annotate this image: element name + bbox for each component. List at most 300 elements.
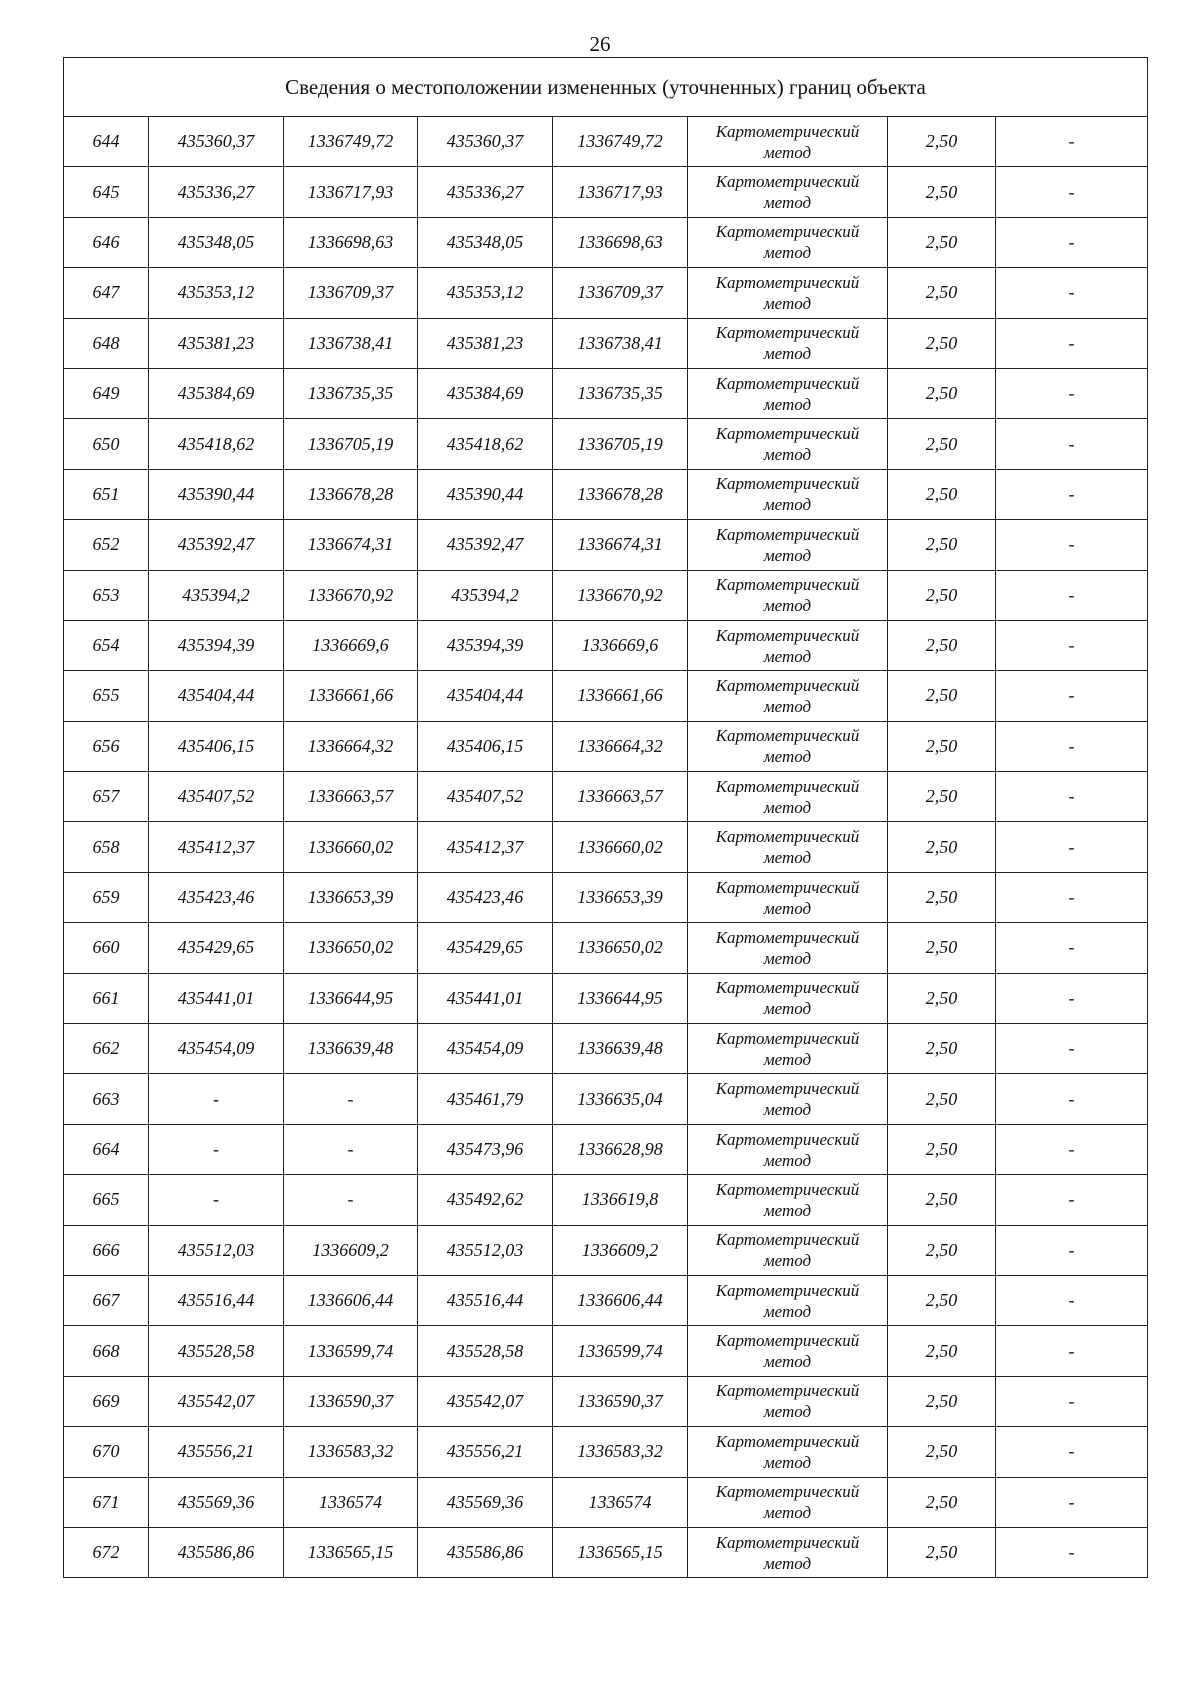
note-cell: -	[996, 419, 1148, 469]
existing-x-cell: 435360,37	[149, 117, 284, 167]
point-number-cell: 646	[64, 217, 149, 267]
note-cell: -	[996, 1527, 1148, 1577]
refined-x-cell: 435381,23	[418, 318, 553, 368]
point-number-cell: 669	[64, 1376, 149, 1426]
method-cell	[688, 1225, 888, 1275]
method-line-1: Картометрический	[715, 1230, 860, 1250]
method-cell	[688, 1326, 888, 1376]
note-cell: -	[996, 1225, 1148, 1275]
refined-x-cell: 435360,37	[418, 117, 553, 167]
existing-x-cell: -	[149, 1175, 284, 1225]
note-cell: -	[996, 973, 1148, 1023]
existing-y-cell: 1336583,32	[284, 1427, 418, 1477]
refined-x-cell: 435392,47	[418, 520, 553, 570]
table-row	[64, 1225, 1148, 1275]
table-row	[64, 1477, 1148, 1527]
accuracy-cell: 2,50	[888, 167, 996, 217]
accuracy-cell: 2,50	[888, 217, 996, 267]
table-row	[64, 318, 1148, 368]
refined-y-cell: 1336698,63	[553, 217, 688, 267]
refined-y-cell: 1336639,48	[553, 1024, 688, 1074]
method-cell	[688, 268, 888, 318]
existing-y-cell: 1336565,15	[284, 1527, 418, 1577]
point-number-cell: 664	[64, 1124, 149, 1174]
point-number-cell: 671	[64, 1477, 149, 1527]
refined-y-cell: 1336599,74	[553, 1326, 688, 1376]
existing-y-cell: 1336664,32	[284, 721, 418, 771]
point-number-cell: 663	[64, 1074, 149, 1124]
note-cell: -	[996, 469, 1148, 519]
existing-x-cell: 435586,86	[149, 1527, 284, 1577]
existing-y-cell: -	[284, 1124, 418, 1174]
method-line-1: Картометрический	[715, 978, 860, 998]
point-number-cell: 665	[64, 1175, 149, 1225]
method-line-1: Картометрический	[715, 1431, 860, 1451]
table-row	[64, 469, 1148, 519]
note-cell: -	[996, 318, 1148, 368]
refined-y-cell: 1336609,2	[553, 1225, 688, 1275]
method-line-1: Картометрический	[715, 625, 860, 645]
note-cell: -	[996, 620, 1148, 670]
table-row	[64, 570, 1148, 620]
note-cell: -	[996, 1124, 1148, 1174]
method-line-2: метод	[763, 495, 812, 515]
refined-y-cell: 1336590,37	[553, 1376, 688, 1426]
point-number-cell: 658	[64, 822, 149, 872]
table-row	[64, 520, 1148, 570]
method-cell	[688, 1175, 888, 1225]
method-cell	[688, 620, 888, 670]
method-cell	[688, 117, 888, 167]
table-row	[64, 822, 1148, 872]
refined-x-cell: 435528,58	[418, 1326, 553, 1376]
refined-y-cell: 1336674,31	[553, 520, 688, 570]
method-line-2: метод	[763, 1251, 812, 1271]
method-line-2: метод	[763, 1150, 812, 1170]
accuracy-cell: 2,50	[888, 872, 996, 922]
existing-y-cell: 1336650,02	[284, 923, 418, 973]
point-number-cell: 655	[64, 671, 149, 721]
existing-y-cell: 1336698,63	[284, 217, 418, 267]
method-line-1: Картометрический	[715, 1331, 860, 1351]
accuracy-cell: 2,50	[888, 1477, 996, 1527]
existing-y-cell: 1336660,02	[284, 822, 418, 872]
refined-x-cell: 435394,2	[418, 570, 553, 620]
note-cell: -	[996, 1074, 1148, 1124]
method-line-2: метод	[763, 1049, 812, 1069]
method-line-1: Картометрический	[715, 776, 860, 796]
method-line-1: Картометрический	[715, 272, 860, 292]
refined-x-cell: 435394,39	[418, 620, 553, 670]
method-line-1: Картометрический	[715, 1532, 860, 1552]
existing-x-cell: 435394,39	[149, 620, 284, 670]
existing-x-cell: 435512,03	[149, 1225, 284, 1275]
method-line-1: Картометрический	[715, 675, 860, 695]
method-cell	[688, 1477, 888, 1527]
note-cell: -	[996, 671, 1148, 721]
table-row	[64, 167, 1148, 217]
table-row	[64, 368, 1148, 418]
point-number-cell: 651	[64, 469, 149, 519]
existing-y-cell: 1336669,6	[284, 620, 418, 670]
table-title-row	[64, 58, 1148, 117]
refined-x-cell: 435461,79	[418, 1074, 553, 1124]
accuracy-cell: 2,50	[888, 570, 996, 620]
method-cell	[688, 923, 888, 973]
accuracy-cell: 2,50	[888, 1376, 996, 1426]
accuracy-cell: 2,50	[888, 1275, 996, 1325]
method-cell	[688, 671, 888, 721]
table-row	[64, 671, 1148, 721]
note-cell: -	[996, 772, 1148, 822]
accuracy-cell: 2,50	[888, 520, 996, 570]
accuracy-cell: 2,50	[888, 1527, 996, 1577]
method-line-2: метод	[763, 898, 812, 918]
method-line-1: Картометрический	[715, 524, 860, 544]
accuracy-cell: 2,50	[888, 117, 996, 167]
refined-x-cell: 435353,12	[418, 268, 553, 318]
method-line-2: метод	[763, 1200, 812, 1220]
refined-x-cell: 435542,07	[418, 1376, 553, 1426]
method-cell	[688, 1275, 888, 1325]
refined-y-cell: 1336705,19	[553, 419, 688, 469]
existing-x-cell: 435418,62	[149, 419, 284, 469]
coordinates-table	[63, 57, 1148, 1578]
refined-y-cell: 1336663,57	[553, 772, 688, 822]
existing-y-cell: 1336599,74	[284, 1326, 418, 1376]
point-number-cell: 649	[64, 368, 149, 418]
method-line-2: метод	[763, 747, 812, 767]
refined-x-cell: 435390,44	[418, 469, 553, 519]
point-number-cell: 659	[64, 872, 149, 922]
refined-x-cell: 435556,21	[418, 1427, 553, 1477]
existing-x-cell: 435569,36	[149, 1477, 284, 1527]
accuracy-cell: 2,50	[888, 1074, 996, 1124]
note-cell: -	[996, 1024, 1148, 1074]
note-cell: -	[996, 570, 1148, 620]
method-line-2: метод	[763, 545, 812, 565]
method-line-2: метод	[763, 696, 812, 716]
table-row	[64, 923, 1148, 973]
table-row	[64, 217, 1148, 267]
refined-x-cell: 435406,15	[418, 721, 553, 771]
page-number: 26	[589, 32, 611, 56]
method-line-1: Картометрический	[715, 424, 860, 444]
existing-y-cell: 1336606,44	[284, 1275, 418, 1325]
point-number-cell: 662	[64, 1024, 149, 1074]
refined-y-cell: 1336670,92	[553, 570, 688, 620]
refined-x-cell: 435441,01	[418, 973, 553, 1023]
existing-y-cell: 1336705,19	[284, 419, 418, 469]
point-number-cell: 668	[64, 1326, 149, 1376]
note-cell: -	[996, 1376, 1148, 1426]
method-line-2: метод	[763, 948, 812, 968]
accuracy-cell: 2,50	[888, 671, 996, 721]
point-number-cell: 672	[64, 1527, 149, 1577]
method-line-2: метод	[763, 193, 812, 213]
existing-x-cell: 435348,05	[149, 217, 284, 267]
point-number-cell: 657	[64, 772, 149, 822]
method-line-1: Картометрический	[715, 222, 860, 242]
accuracy-cell: 2,50	[888, 318, 996, 368]
method-cell	[688, 469, 888, 519]
table-row	[64, 1275, 1148, 1325]
refined-y-cell: 1336664,32	[553, 721, 688, 771]
method-cell	[688, 1376, 888, 1426]
existing-x-cell: 435404,44	[149, 671, 284, 721]
method-cell	[688, 1024, 888, 1074]
note-cell: -	[996, 217, 1148, 267]
refined-y-cell: 1336661,66	[553, 671, 688, 721]
accuracy-cell: 2,50	[888, 923, 996, 973]
refined-y-cell: 1336678,28	[553, 469, 688, 519]
existing-x-cell: 435353,12	[149, 268, 284, 318]
method-line-1: Картометрический	[715, 927, 860, 947]
refined-y-cell: 1336717,93	[553, 167, 688, 217]
refined-y-cell: 1336565,15	[553, 1527, 688, 1577]
refined-x-cell: 435569,36	[418, 1477, 553, 1527]
existing-y-cell: -	[284, 1074, 418, 1124]
method-line-1: Картометрический	[715, 1482, 860, 1502]
refined-x-cell: 435336,27	[418, 167, 553, 217]
existing-x-cell: 435384,69	[149, 368, 284, 418]
note-cell: -	[996, 872, 1148, 922]
method-line-2: метод	[763, 596, 812, 616]
refined-x-cell: 435412,37	[418, 822, 553, 872]
accuracy-cell: 2,50	[888, 1124, 996, 1174]
method-line-2: метод	[763, 1503, 812, 1523]
refined-y-cell: 1336574	[553, 1477, 688, 1527]
accuracy-cell: 2,50	[888, 822, 996, 872]
note-cell: -	[996, 1275, 1148, 1325]
existing-x-cell: 435394,2	[149, 570, 284, 620]
method-line-2: метод	[763, 797, 812, 817]
existing-x-cell: 435528,58	[149, 1326, 284, 1376]
existing-x-cell: 435412,37	[149, 822, 284, 872]
method-line-2: метод	[763, 142, 812, 162]
table-row	[64, 1124, 1148, 1174]
refined-y-cell: 1336619,8	[553, 1175, 688, 1225]
existing-x-cell: 435556,21	[149, 1427, 284, 1477]
refined-x-cell: 435512,03	[418, 1225, 553, 1275]
method-line-1: Картометрический	[715, 474, 860, 494]
note-cell: -	[996, 1175, 1148, 1225]
table-row	[64, 419, 1148, 469]
method-cell	[688, 318, 888, 368]
refined-y-cell: 1336738,41	[553, 318, 688, 368]
method-cell	[688, 1124, 888, 1174]
existing-x-cell: 435429,65	[149, 923, 284, 973]
method-line-2: метод	[763, 243, 812, 263]
method-line-2: метод	[763, 1301, 812, 1321]
method-line-1: Картометрический	[715, 877, 860, 897]
refined-x-cell: 435384,69	[418, 368, 553, 418]
existing-y-cell: 1336663,57	[284, 772, 418, 822]
method-cell	[688, 1527, 888, 1577]
existing-y-cell: 1336574	[284, 1477, 418, 1527]
method-line-2: метод	[763, 1402, 812, 1422]
method-line-1: Картометрический	[715, 827, 860, 847]
existing-y-cell: 1336674,31	[284, 520, 418, 570]
existing-x-cell: 435454,09	[149, 1024, 284, 1074]
method-cell	[688, 822, 888, 872]
point-number-cell: 667	[64, 1275, 149, 1325]
table-row	[64, 268, 1148, 318]
point-number-cell: 650	[64, 419, 149, 469]
point-number-cell: 652	[64, 520, 149, 570]
existing-y-cell: 1336735,35	[284, 368, 418, 418]
existing-y-cell: 1336717,93	[284, 167, 418, 217]
existing-x-cell: 435441,01	[149, 973, 284, 1023]
refined-x-cell: 435586,86	[418, 1527, 553, 1577]
existing-x-cell: 435392,47	[149, 520, 284, 570]
method-cell	[688, 368, 888, 418]
existing-x-cell: 435542,07	[149, 1376, 284, 1426]
existing-y-cell: 1336644,95	[284, 973, 418, 1023]
method-line-1: Картометрический	[715, 1079, 860, 1099]
method-line-2: метод	[763, 1352, 812, 1372]
refined-x-cell: 435348,05	[418, 217, 553, 267]
method-cell	[688, 1427, 888, 1477]
table-row	[64, 772, 1148, 822]
note-cell: -	[996, 1477, 1148, 1527]
method-line-2: метод	[763, 445, 812, 465]
existing-y-cell: 1336749,72	[284, 117, 418, 167]
table-row	[64, 1175, 1148, 1225]
table-row	[64, 973, 1148, 1023]
accuracy-cell: 2,50	[888, 268, 996, 318]
refined-y-cell: 1336644,95	[553, 973, 688, 1023]
method-line-2: метод	[763, 293, 812, 313]
accuracy-cell: 2,50	[888, 721, 996, 771]
method-line-1: Картометрический	[715, 1028, 860, 1048]
table-row	[64, 1024, 1148, 1074]
accuracy-cell: 2,50	[888, 1427, 996, 1477]
refined-y-cell: 1336635,04	[553, 1074, 688, 1124]
point-number-cell: 653	[64, 570, 149, 620]
note-cell: -	[996, 117, 1148, 167]
note-cell: -	[996, 520, 1148, 570]
accuracy-cell: 2,50	[888, 772, 996, 822]
refined-x-cell: 435516,44	[418, 1275, 553, 1325]
method-line-2: метод	[763, 1553, 812, 1573]
accuracy-cell: 2,50	[888, 419, 996, 469]
existing-y-cell: 1336678,28	[284, 469, 418, 519]
refined-x-cell: 435404,44	[418, 671, 553, 721]
note-cell: -	[996, 822, 1148, 872]
note-cell: -	[996, 368, 1148, 418]
accuracy-cell: 2,50	[888, 368, 996, 418]
refined-y-cell: 1336735,35	[553, 368, 688, 418]
accuracy-cell: 2,50	[888, 1175, 996, 1225]
note-cell: -	[996, 1427, 1148, 1477]
accuracy-cell: 2,50	[888, 1225, 996, 1275]
method-line-1: Картометрический	[715, 172, 860, 192]
existing-y-cell: 1336738,41	[284, 318, 418, 368]
refined-x-cell: 435418,62	[418, 419, 553, 469]
refined-y-cell: 1336660,02	[553, 822, 688, 872]
method-cell	[688, 167, 888, 217]
refined-y-cell: 1336650,02	[553, 923, 688, 973]
existing-x-cell: -	[149, 1124, 284, 1174]
refined-y-cell: 1336669,6	[553, 620, 688, 670]
method-line-2: метод	[763, 394, 812, 414]
method-cell	[688, 973, 888, 1023]
accuracy-cell: 2,50	[888, 620, 996, 670]
existing-x-cell: 435336,27	[149, 167, 284, 217]
refined-y-cell: 1336653,39	[553, 872, 688, 922]
point-number-cell: 654	[64, 620, 149, 670]
method-line-1: Картометрический	[715, 726, 860, 746]
table-title: Сведения о местоположении измененных (уточненных) границ объекта	[64, 58, 1148, 117]
existing-x-cell: -	[149, 1074, 284, 1124]
existing-y-cell: 1336661,66	[284, 671, 418, 721]
existing-x-cell: 435516,44	[149, 1275, 284, 1325]
method-line-1: Картометрический	[715, 323, 860, 343]
table-row	[64, 620, 1148, 670]
refined-y-cell: 1336709,37	[553, 268, 688, 318]
existing-y-cell: 1336639,48	[284, 1024, 418, 1074]
table-row	[64, 1376, 1148, 1426]
note-cell: -	[996, 167, 1148, 217]
method-cell	[688, 872, 888, 922]
method-line-2: метод	[763, 344, 812, 364]
method-cell	[688, 520, 888, 570]
point-number-cell: 645	[64, 167, 149, 217]
accuracy-cell: 2,50	[888, 469, 996, 519]
method-cell	[688, 570, 888, 620]
refined-x-cell: 435473,96	[418, 1124, 553, 1174]
refined-x-cell: 435454,09	[418, 1024, 553, 1074]
refined-y-cell: 1336606,44	[553, 1275, 688, 1325]
method-line-1: Картометрический	[715, 1129, 860, 1149]
method-line-2: метод	[763, 999, 812, 1019]
method-cell	[688, 217, 888, 267]
table-row	[64, 117, 1148, 167]
note-cell: -	[996, 923, 1148, 973]
point-number-cell: 660	[64, 923, 149, 973]
existing-y-cell: 1336670,92	[284, 570, 418, 620]
refined-y-cell: 1336749,72	[553, 117, 688, 167]
point-number-cell: 644	[64, 117, 149, 167]
note-cell: -	[996, 1326, 1148, 1376]
refined-x-cell: 435492,62	[418, 1175, 553, 1225]
existing-x-cell: 435406,15	[149, 721, 284, 771]
method-line-1: Картометрический	[715, 1381, 860, 1401]
method-line-2: метод	[763, 1452, 812, 1472]
note-cell: -	[996, 268, 1148, 318]
existing-y-cell: 1336709,37	[284, 268, 418, 318]
method-line-1: Картометрический	[715, 1179, 860, 1199]
method-cell	[688, 1074, 888, 1124]
refined-x-cell: 435407,52	[418, 772, 553, 822]
method-cell	[688, 772, 888, 822]
accuracy-cell: 2,50	[888, 973, 996, 1023]
existing-x-cell: 435390,44	[149, 469, 284, 519]
method-line-2: метод	[763, 1100, 812, 1120]
accuracy-cell: 2,50	[888, 1326, 996, 1376]
refined-y-cell: 1336583,32	[553, 1427, 688, 1477]
table-row	[64, 721, 1148, 771]
method-line-1: Картометрический	[715, 575, 860, 595]
existing-y-cell: 1336609,2	[284, 1225, 418, 1275]
method-line-2: метод	[763, 848, 812, 868]
table-row	[64, 1427, 1148, 1477]
existing-y-cell: -	[284, 1175, 418, 1225]
note-cell: -	[996, 721, 1148, 771]
method-line-1: Картометрический	[715, 1280, 860, 1300]
existing-y-cell: 1336653,39	[284, 872, 418, 922]
